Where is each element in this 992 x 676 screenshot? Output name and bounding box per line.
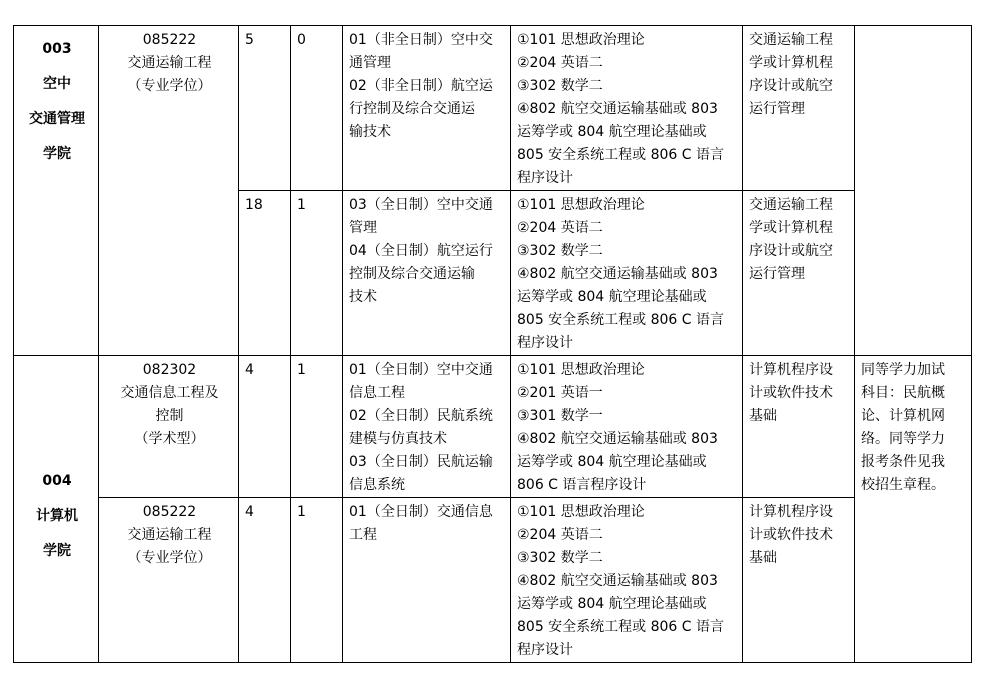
major-code: 082302 — [142, 362, 197, 378]
retest-line: 学或计算机程 — [749, 55, 833, 71]
school-name-line: 学院 — [43, 146, 71, 162]
admissions-table — [13, 25, 972, 663]
direction-line: 01（非全日制）空中交 — [349, 32, 493, 48]
direction-line: 01（全日制）空中交通 — [349, 362, 493, 378]
table-row — [14, 26, 972, 191]
major-cell — [99, 26, 239, 356]
plan-count: 4 — [239, 498, 291, 663]
research-direction-cell — [343, 26, 511, 191]
school-code: 003 — [42, 41, 72, 57]
retest-line: 基础 — [749, 550, 777, 566]
direction-line: 技术 — [349, 289, 377, 305]
major-name: 交通运输工程 — [127, 55, 212, 71]
major-name: 交通运输工程 — [127, 527, 212, 543]
exam-line: 805 安全系统工程或 806 C 语言 — [517, 312, 725, 328]
note-line: 报考条件见我 — [861, 454, 945, 470]
major-code: 085222 — [142, 504, 197, 520]
direction-line: 03（全日制）空中交通 — [349, 197, 493, 213]
exam-line: 程序设计 — [517, 335, 573, 351]
research-direction-cell — [343, 191, 511, 356]
direction-line: 通管理 — [349, 55, 391, 71]
direction-line: 输技术 — [349, 124, 391, 140]
table-row — [14, 356, 972, 498]
exam-line: ④802 航空交通运输基础或 803 — [517, 101, 718, 117]
exam-line: ①101 思想政治理论 — [517, 32, 645, 48]
major-cell — [99, 356, 239, 498]
retest-subject-cell — [743, 26, 855, 191]
exam-line: 805 安全系统工程或 806 C 语言 — [517, 147, 725, 163]
retest-line: 序设计或航空 — [749, 78, 833, 94]
major-type: （学术型） — [134, 431, 205, 447]
exam-line: ②204 英语二 — [517, 55, 603, 71]
direction-line: 02（非全日制）航空运 — [349, 78, 493, 94]
exam-line: 程序设计 — [517, 642, 573, 658]
exam-subjects-cell — [511, 26, 743, 191]
school-name-line: 计算机 — [36, 508, 78, 524]
exam-line: 运筹学或 804 航空理论基础或 — [517, 124, 707, 140]
major-code: 085222 — [142, 32, 197, 48]
exempt-count: 1 — [291, 498, 343, 663]
school-name-line: 学院 — [43, 543, 71, 559]
direction-line: 信息工程 — [349, 385, 405, 401]
plan-count: 18 — [239, 191, 291, 356]
direction-line: 02（全日制）民航系统 — [349, 408, 493, 424]
research-direction-cell — [343, 356, 511, 498]
research-direction-cell — [343, 498, 511, 663]
table-row — [14, 498, 972, 663]
exam-line: 806 C 语言程序设计 — [517, 477, 647, 493]
exam-line: ④802 航空交通运输基础或 803 — [517, 573, 718, 589]
retest-line: 运行管理 — [749, 266, 805, 282]
direction-line: 01（全日制）交通信息 — [349, 504, 493, 520]
exam-line: ①101 思想政治理论 — [517, 504, 645, 520]
school-name-line: 交通管理 — [29, 111, 85, 127]
note-line: 络。同等学力 — [861, 431, 945, 447]
direction-line: 04（全日制）航空运行 — [349, 243, 493, 259]
exam-line: 运筹学或 804 航空理论基础或 — [517, 289, 707, 305]
direction-line: 控制及综合交通运输 — [349, 266, 475, 282]
retest-line: 学或计算机程 — [749, 220, 833, 236]
exam-line: 运筹学或 804 航空理论基础或 — [517, 454, 707, 470]
retest-subject-cell — [743, 356, 855, 498]
retest-line: 计或软件技术 — [749, 527, 833, 543]
retest-line: 运行管理 — [749, 101, 805, 117]
retest-subject-cell — [743, 191, 855, 356]
direction-line: 信息系统 — [349, 477, 405, 493]
retest-line: 计算机程序设 — [749, 362, 833, 378]
school-name-line: 空中 — [43, 76, 71, 92]
retest-line: 序设计或航空 — [749, 243, 833, 259]
exam-line: ①101 思想政治理论 — [517, 362, 645, 378]
school-cell — [14, 26, 99, 356]
major-cell — [99, 498, 239, 663]
direction-line: 行控制及综合交通运 — [349, 101, 475, 117]
exam-line: ②204 英语二 — [517, 527, 603, 543]
direction-line: 管理 — [349, 220, 377, 236]
note-line: 论、计算机网 — [861, 408, 945, 424]
plan-count: 5 — [239, 26, 291, 191]
retest-subject-cell — [743, 498, 855, 663]
exam-line: 805 安全系统工程或 806 C 语言 — [517, 619, 725, 635]
exam-subjects-cell — [511, 498, 743, 663]
note-cell — [855, 356, 972, 663]
exam-line: 运筹学或 804 航空理论基础或 — [517, 596, 707, 612]
exam-subjects-cell — [511, 191, 743, 356]
retest-line: 基础 — [749, 408, 777, 424]
major-name: 控制 — [155, 408, 184, 424]
note-cell — [855, 26, 972, 356]
note-line: 校招生章程。 — [861, 477, 945, 493]
note-line: 同等学力加试 — [861, 362, 945, 378]
exam-line: 程序设计 — [517, 170, 573, 186]
exam-line: ③302 数学二 — [517, 550, 603, 566]
exam-line: ③302 数学二 — [517, 243, 603, 259]
exam-line: ①101 思想政治理论 — [517, 197, 645, 213]
direction-line: 03（全日制）民航运输 — [349, 454, 493, 470]
exam-line: ④802 航空交通运输基础或 803 — [517, 266, 718, 282]
exempt-count: 1 — [291, 191, 343, 356]
direction-line: 建模与仿真技术 — [349, 431, 447, 447]
retest-line: 计或软件技术 — [749, 385, 833, 401]
exempt-count: 0 — [291, 26, 343, 191]
retest-line: 交通运输工程 — [749, 197, 833, 213]
exam-line: ②204 英语二 — [517, 220, 603, 236]
major-type: （专业学位） — [127, 550, 212, 566]
major-type: （专业学位） — [127, 78, 212, 94]
exempt-count: 1 — [291, 356, 343, 498]
exam-subjects-cell — [511, 356, 743, 498]
school-code: 004 — [42, 473, 72, 489]
plan-count: 4 — [239, 356, 291, 498]
note-line: 科目：民航概 — [861, 385, 945, 401]
direction-line: 工程 — [349, 527, 377, 543]
retest-line: 计算机程序设 — [749, 504, 833, 520]
exam-line: ③302 数学二 — [517, 78, 603, 94]
exam-line: ②201 英语一 — [517, 385, 603, 401]
major-name: 交通信息工程及 — [120, 385, 219, 401]
retest-line: 交通运输工程 — [749, 32, 833, 48]
exam-line: ③301 数学一 — [517, 408, 603, 424]
school-cell — [14, 356, 99, 663]
exam-line: ④802 航空交通运输基础或 803 — [517, 431, 718, 447]
